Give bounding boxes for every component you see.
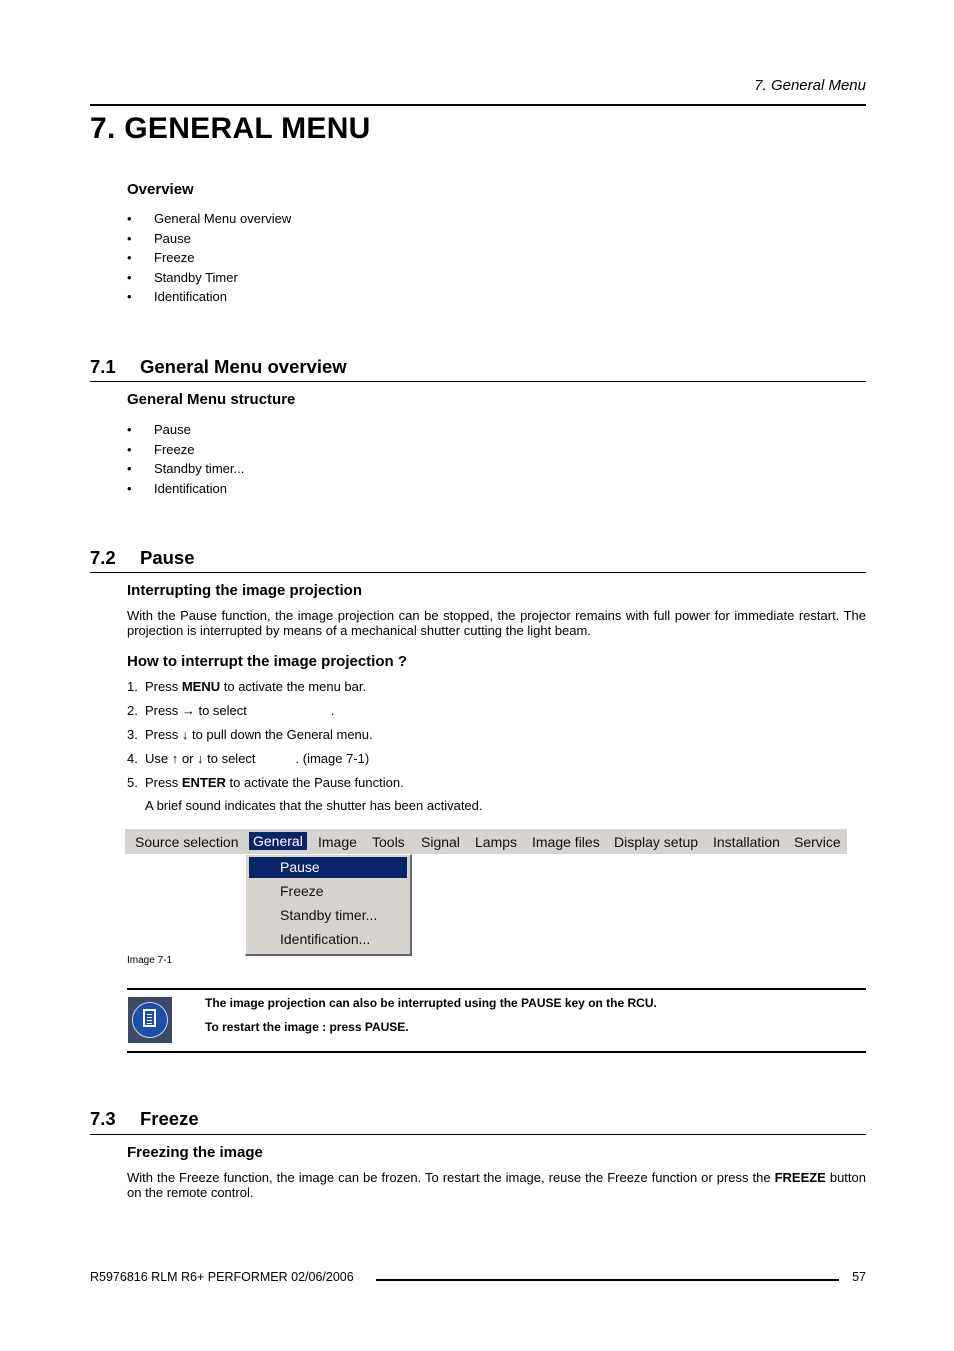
menu-item-image[interactable]: Image xyxy=(318,834,357,850)
list-item: • Identification xyxy=(127,479,244,499)
overview-heading: Overview xyxy=(127,181,194,198)
chapter-title: 7. GENERAL MENU xyxy=(90,112,371,145)
section-title-text: General Menu overview xyxy=(140,356,347,377)
step-item: 3. Press ↓ to pull down the General menu. xyxy=(127,727,373,742)
section-number: 7.2 xyxy=(90,547,116,568)
dropdown-item-identification[interactable]: Identification... xyxy=(280,931,371,947)
menu-item-tools[interactable]: Tools xyxy=(372,834,405,850)
note-rule-top xyxy=(127,988,866,990)
note-icon xyxy=(128,997,172,1043)
menu-item-source-selection[interactable]: Source selection xyxy=(135,834,239,850)
pause-paragraph: With the Pause function, the image projection can be stopped, the projector remains with full power for immediate restart. The projection is interrupted by means of a mechanical shutter cutting the light beam. xyxy=(127,608,866,638)
dropdown-item-freeze[interactable]: Freeze xyxy=(280,883,324,899)
note-line-2: To restart the image : press PAUSE. xyxy=(205,1020,409,1034)
menu-item-display-setup[interactable]: Display setup xyxy=(614,834,699,850)
step-item: 4. Use ↑ or ↓ to select . (image 7-1) xyxy=(127,751,370,766)
list-item: • Standby timer... xyxy=(127,459,244,479)
menu-item-lamps[interactable]: Lamps xyxy=(475,834,518,850)
image-caption: Image 7-1 xyxy=(127,955,173,966)
subheading-how-to: How to interrupt the image projection ? xyxy=(127,653,408,670)
note-rule-bottom xyxy=(127,1051,866,1053)
subheading-interrupting: Interrupting the image projection xyxy=(127,582,363,599)
section-title-text: Freeze xyxy=(140,1108,199,1129)
note-line-1: The image projection can also be interrupted using the PAUSE key on the RCU. xyxy=(205,996,657,1010)
menu-item-service[interactable]: Service xyxy=(794,834,841,850)
section-rule xyxy=(90,1134,866,1135)
page-number: 57 xyxy=(852,1270,866,1284)
list-item: • Identification xyxy=(127,287,291,307)
list-item: • Standby Timer xyxy=(127,268,291,288)
steps-list xyxy=(127,679,404,799)
footer-rule xyxy=(376,1279,839,1281)
step-note: A brief sound indicates that the shutter has been activated. xyxy=(145,798,483,813)
footer-doc-id: R5976816 RLM R6+ PERFORMER 02/06/2006 xyxy=(90,1270,354,1284)
section-number: 7.3 xyxy=(90,1108,116,1129)
list-item: • Freeze xyxy=(127,440,244,460)
menu-item-image-files[interactable]: Image files xyxy=(532,834,600,850)
dropdown-item-standby-timer[interactable]: Standby timer... xyxy=(280,907,378,923)
section-rule xyxy=(90,381,866,382)
list-item: • Pause xyxy=(127,420,244,440)
subheading-menu-structure: General Menu structure xyxy=(127,391,296,408)
subheading-freezing: Freezing the image xyxy=(127,1144,263,1161)
step-item: 5. Press ENTER to activate the Pause function. xyxy=(127,775,404,790)
structure-list xyxy=(127,420,244,498)
header-rule xyxy=(90,104,866,106)
section-title-text: Pause xyxy=(140,547,195,568)
step-item: 1. Press MENU to activate the menu bar. xyxy=(127,679,367,694)
menu-item-installation[interactable]: Installation xyxy=(713,834,780,850)
menu-bar xyxy=(125,829,847,854)
running-header: 7. General Menu xyxy=(754,77,866,94)
step-item: 2. Press → to select . xyxy=(127,703,335,718)
menu-item-general[interactable]: General xyxy=(249,832,307,850)
list-item: • Freeze xyxy=(127,248,291,268)
section-title-7-1 xyxy=(90,356,347,378)
section-title-7-2 xyxy=(90,547,195,569)
list-item: • Pause xyxy=(127,229,291,249)
freeze-paragraph: With the Freeze function, the image can be frozen. To restart the image, reuse the Freeze function or press the FREEZE button on the remote control. xyxy=(127,1170,866,1200)
menu-item-signal[interactable]: Signal xyxy=(421,834,460,850)
section-rule xyxy=(90,572,866,573)
general-dropdown xyxy=(245,854,412,956)
dropdown-item-pause[interactable]: Pause xyxy=(249,857,407,878)
section-title-7-3 xyxy=(90,1108,199,1130)
list-item: • General Menu overview xyxy=(127,209,291,229)
overview-list xyxy=(127,209,291,307)
section-number: 7.1 xyxy=(90,356,116,377)
